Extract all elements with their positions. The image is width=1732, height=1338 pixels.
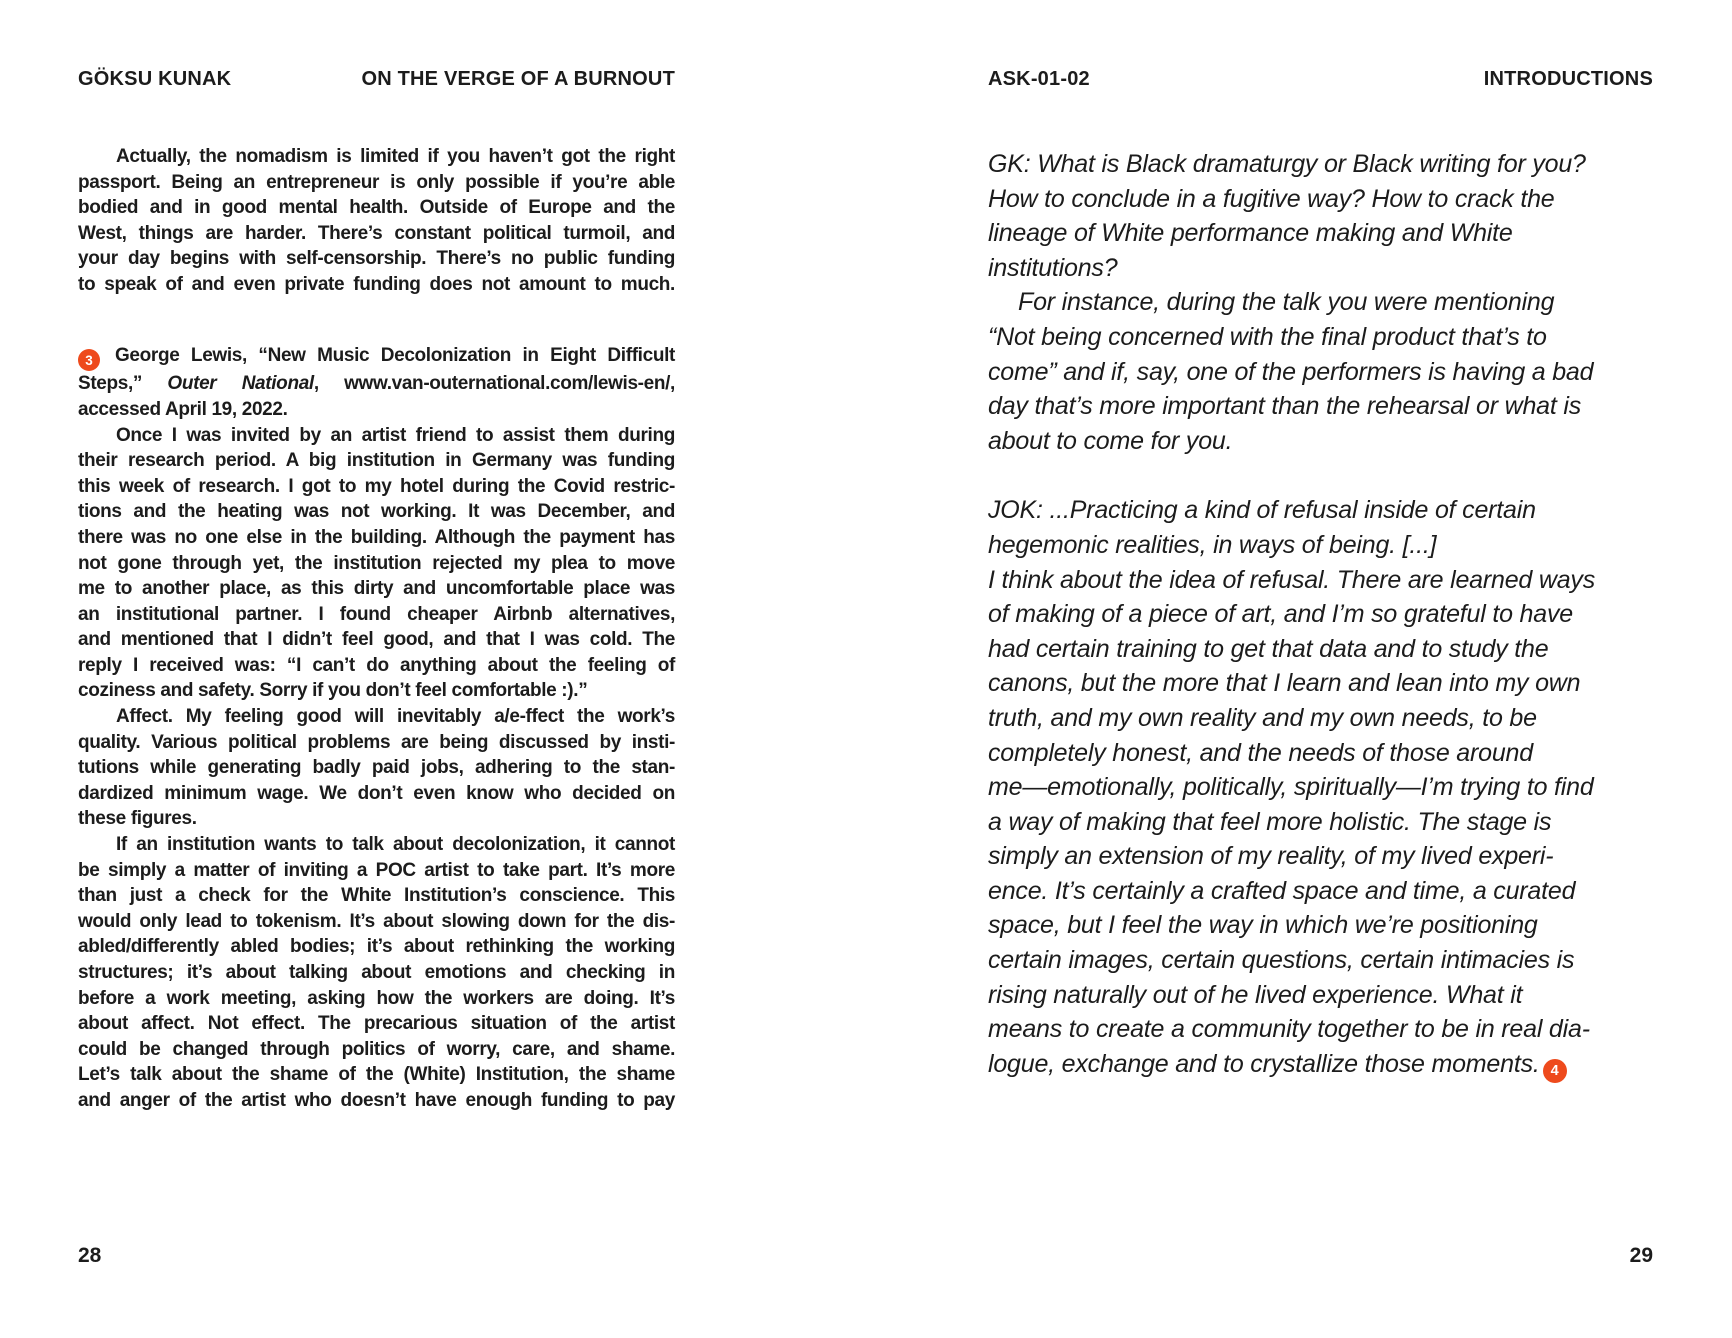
text-segment: an institutional partner. I found cheaper Airbnb alternatives, xyxy=(78,603,675,625)
text-segment: If an institution wants to talk about decolonization, it cannot xyxy=(116,834,675,856)
text-line xyxy=(988,251,1653,286)
text-line xyxy=(78,343,675,372)
text-line xyxy=(78,883,675,909)
text-line xyxy=(988,874,1653,909)
text-segment: abled/differently abled bodies; it’s about rethinking the working xyxy=(78,936,675,958)
text-segment: completely honest, and the needs of those around xyxy=(988,738,1533,767)
text-segment: come” and if, say, one of the performers is having a bad xyxy=(988,357,1594,386)
text-segment: George Lewis, “New Music Decolonization in Eight Difficult xyxy=(115,344,675,366)
text-segment: GK: What is Black dramaturgy or Black writing for you? xyxy=(988,150,1586,178)
text-segment: institutions? xyxy=(988,253,1118,282)
text-line xyxy=(78,704,675,730)
text-line xyxy=(988,147,1653,182)
paragraph xyxy=(78,343,675,423)
text-line xyxy=(78,221,675,247)
text-line xyxy=(78,1062,675,1088)
text-segment: structures; it’s about talking about emotions and checking in xyxy=(78,962,675,984)
text-line xyxy=(78,371,675,397)
text-line xyxy=(78,170,675,196)
left-page-body xyxy=(78,144,675,1114)
text-segment: I think about the idea of refusal. There are learned ways xyxy=(988,565,1596,594)
text-segment: to speak of and even private funding does not amount to much. xyxy=(78,273,675,295)
running-header-title: ON THE VERGE OF A BURNOUT xyxy=(361,68,675,90)
text-line xyxy=(78,195,675,221)
text-line xyxy=(78,858,675,884)
text-segment: reply I received was: “I can’t do anything about the feeling of xyxy=(78,654,675,676)
text-segment: had certain training to get that data and to study the xyxy=(988,634,1549,663)
footnote-marker-4: 4 xyxy=(1543,1059,1567,1083)
text-segment: a way of making that feel more holistic. The stage is xyxy=(988,807,1552,836)
text-segment: Let’s talk about the shame of the (White) Institution, the shame xyxy=(78,1064,675,1086)
right-page-body xyxy=(988,147,1653,1083)
footnote-marker-3: 3 xyxy=(78,349,100,371)
text-segment: tions and the heating was not working. It was December, and xyxy=(78,501,675,523)
text-segment: ence. It’s certainly a crafted space and time, a curated xyxy=(988,876,1576,905)
paragraph xyxy=(78,832,675,1114)
right-running-header xyxy=(988,68,1653,91)
text-segment: simply an extension of my reality, of my lived experi- xyxy=(988,842,1554,871)
left-running-header xyxy=(78,68,675,91)
text-line xyxy=(988,736,1653,771)
text-line xyxy=(988,1012,1653,1047)
text-segment: For instance, during the talk you were mentioning xyxy=(1018,288,1555,317)
text-line xyxy=(988,424,1653,459)
italic-text-segment: Outer National xyxy=(167,373,314,395)
running-header-author: GÖKSU KUNAK xyxy=(78,68,232,90)
text-segment: logue, exchange and to crystallize those moments. xyxy=(988,1049,1540,1078)
text-segment: and anger of the artist who doesn’t have enough funding to pay xyxy=(78,1089,675,1111)
text-segment: about affect. Not effect. The precarious situation of the artist xyxy=(78,1013,675,1035)
text-line xyxy=(78,246,675,272)
text-segment: Affect. My feeling good will inevitably a/e-ffect the work’s xyxy=(116,706,675,728)
text-segment: of making of a piece of art, and I’m so grateful to have xyxy=(988,600,1573,629)
text-line xyxy=(988,182,1653,217)
text-segment: means to create a community together to be in real dia- xyxy=(988,1015,1590,1044)
text-segment: tutions while generating badly paid jobs, adhering to the stan- xyxy=(78,757,675,779)
text-segment: Steps,” xyxy=(78,373,168,395)
text-line xyxy=(78,423,675,449)
text-line xyxy=(78,551,675,577)
text-segment: truth, and my own reality and my own needs, to be xyxy=(988,703,1537,732)
text-line xyxy=(988,216,1653,251)
text-line xyxy=(78,781,675,807)
text-segment: certain images, certain questions, certain intimacies is xyxy=(988,946,1575,975)
text-segment: could be changed through politics of worry, care, and shame. xyxy=(78,1038,675,1060)
paragraph xyxy=(988,493,1653,1083)
text-segment: How to conclude in a fugitive way? How to crack the xyxy=(988,184,1555,213)
paragraph xyxy=(988,285,1653,458)
text-segment: be simply a matter of inviting a POC artist to take part. It’s more xyxy=(78,859,675,881)
text-segment: before a work meeting, asking how the workers are doing. It’s xyxy=(78,987,675,1009)
text-segment: rising naturally out of he lived experience. What it xyxy=(988,980,1523,1009)
running-header-code: ASK-01-02 xyxy=(988,68,1090,90)
text-line xyxy=(78,832,675,858)
text-line xyxy=(988,389,1653,424)
text-line xyxy=(988,770,1653,805)
text-line xyxy=(988,355,1653,390)
text-segment: bodied and in good mental health. Outside of Europe and the xyxy=(78,197,675,219)
text-line xyxy=(988,805,1653,840)
text-segment: , www.van-outernational.com/lewis-en/, xyxy=(313,373,675,395)
text-line xyxy=(78,909,675,935)
paragraph xyxy=(78,704,675,832)
text-line xyxy=(78,653,675,679)
text-line xyxy=(78,934,675,960)
text-segment: than just a check for the White Institution’s conscience. This xyxy=(78,885,675,907)
text-segment: me to another place, as this dirty and uncomfortable place was xyxy=(78,578,675,600)
text-line xyxy=(78,806,675,832)
text-line xyxy=(78,525,675,551)
text-segment: your day begins with self-censorship. There’s no public funding xyxy=(78,248,675,270)
text-segment: Actually, the nomadism is limited if you haven’t got the right xyxy=(116,146,675,167)
text-segment: canons, but the more that I learn and lean into my own xyxy=(988,669,1581,698)
text-segment: day that’s more important than the rehearsal or what is xyxy=(988,392,1582,421)
text-line xyxy=(78,1011,675,1037)
text-line xyxy=(78,755,675,781)
text-segment: quality. Various political problems are being discussed by insti- xyxy=(78,731,675,753)
text-segment: would only lead to tokenism. It’s about slowing down for the dis- xyxy=(78,910,675,932)
paragraph xyxy=(78,423,675,705)
text-segment: West, things are harder. There’s constant political turmoil, and xyxy=(78,222,675,244)
text-line xyxy=(988,320,1653,355)
text-segment: these figures. xyxy=(78,808,197,830)
text-line xyxy=(78,144,675,170)
left-page xyxy=(78,0,675,1338)
text-line xyxy=(988,285,1653,320)
text-segment: lineage of White performance making and White xyxy=(988,219,1513,248)
text-line xyxy=(78,678,675,704)
text-line xyxy=(988,839,1653,874)
text-line xyxy=(988,632,1653,667)
text-line xyxy=(78,272,675,298)
text-line xyxy=(988,563,1653,598)
text-segment: their research period. A big institution in Germany was funding xyxy=(78,450,675,472)
text-line xyxy=(988,1047,1653,1083)
text-segment: there was no one else in the building. Although the payment has xyxy=(78,526,675,548)
text-segment: JOK: ...Practicing a kind of refusal inside of certain xyxy=(988,496,1536,525)
paragraph xyxy=(988,147,1653,285)
text-line xyxy=(988,597,1653,632)
text-segment: me—emotionally, politically, spiritually—I’m trying to find xyxy=(988,773,1594,802)
text-segment: Once I was invited by an artist friend to assist them during xyxy=(116,424,675,446)
text-line xyxy=(78,397,675,423)
text-line xyxy=(78,730,675,756)
page-number-left: 28 xyxy=(78,1244,102,1267)
text-line xyxy=(78,986,675,1012)
text-segment: about to come for you. xyxy=(988,426,1233,455)
right-page xyxy=(988,0,1653,1338)
text-segment: coziness and safety. Sorry if you don’t feel comfortable :).” xyxy=(78,680,588,702)
text-segment: accessed April 19, 2022. xyxy=(78,398,288,420)
text-line xyxy=(78,1037,675,1063)
text-segment: space, but I feel the way in which we’re positioning xyxy=(988,911,1538,940)
text-segment: and mentioned that I didn’t feel good, and that I was cold. The xyxy=(78,629,675,651)
text-line xyxy=(78,602,675,628)
text-line xyxy=(78,960,675,986)
text-line xyxy=(78,474,675,500)
text-line xyxy=(78,448,675,474)
text-segment: this week of research. I got to my hotel during the Covid restric- xyxy=(78,475,675,497)
text-line xyxy=(988,493,1653,528)
text-segment: hegemonic realities, in ways of being. [...] xyxy=(988,530,1437,559)
text-line xyxy=(78,576,675,602)
text-line xyxy=(78,499,675,525)
text-line xyxy=(78,1088,675,1114)
text-segment: not gone through yet, the institution rejected my plea to move xyxy=(78,552,675,574)
page-number-right: 29 xyxy=(1629,1244,1653,1267)
text-line xyxy=(988,666,1653,701)
text-segment: dardized minimum wage. We don’t even know who decided on xyxy=(78,782,675,804)
text-line xyxy=(988,943,1653,978)
text-line xyxy=(78,627,675,653)
running-header-section: INTRODUCTIONS xyxy=(1483,68,1653,90)
text-segment: “Not being concerned with the final product that’s to xyxy=(988,322,1547,351)
paragraph xyxy=(78,144,675,298)
text-line xyxy=(988,528,1653,563)
text-segment: passport. Being an entrepreneur is only possible if you’re able xyxy=(78,171,675,193)
text-line xyxy=(988,908,1653,943)
text-line xyxy=(988,701,1653,736)
text-line xyxy=(988,978,1653,1013)
